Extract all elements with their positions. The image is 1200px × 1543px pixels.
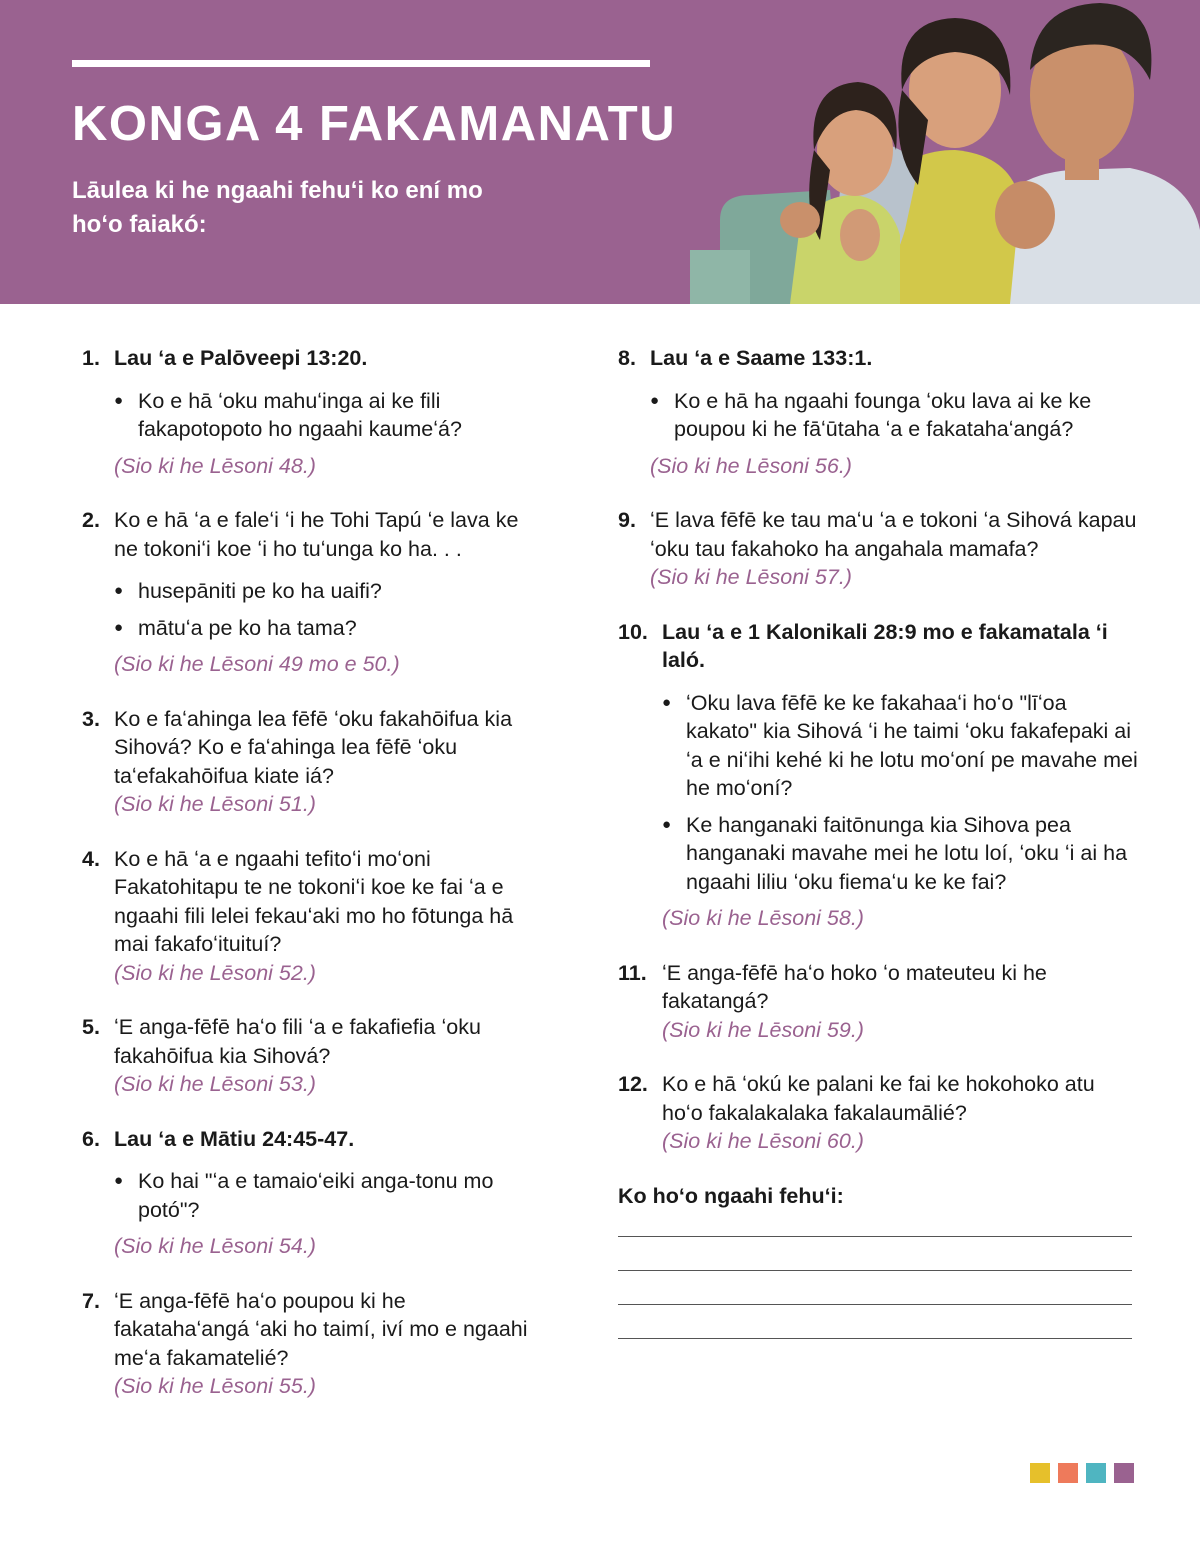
question-number: 6.	[82, 1126, 100, 1151]
question-item	[618, 344, 1138, 480]
notes-label: Ko hoʻo ngaahi fehuʻi:	[618, 1183, 844, 1208]
question-item	[618, 959, 1138, 1045]
swatch-orange	[1058, 1463, 1078, 1483]
lesson-reference: (Sio ki he Lēsoni 48.)	[114, 453, 316, 478]
lesson-reference: (Sio ki he Lēsoni 56.)	[650, 453, 852, 478]
question-item	[618, 618, 1138, 933]
question-text: Lau ʻa e Palōveepi 13:20.	[114, 346, 368, 370]
note-line[interactable]	[618, 1236, 1132, 1237]
bullet-item: ● husepāniti pe ko ha uaifi?	[114, 577, 542, 606]
question-number: 7.	[82, 1288, 100, 1313]
question-number: 5.	[82, 1015, 100, 1039]
bullet-list	[114, 387, 542, 444]
question-text: Ko e hā ʻa e ngaahi tefitoʻi moʻoni Fakatohitapu te ne tokoniʻi koe ke fai ʻa e ngaahi fili lelei fekauʻaki mo ho fōtunga hā mai fakafoʻituituí?	[114, 846, 514, 956]
question-number: 10.	[618, 619, 648, 644]
question-number: 11.	[618, 960, 647, 985]
question-number: 12.	[618, 1072, 648, 1096]
question-number: 4.	[82, 846, 100, 871]
question-text: Ko e faʻahinga lea fēfē ʻoku fakahōifua kia Sihová? Ko e faʻahinga lea fēfē ʻoku taʻefakahōifua kiate iá?	[114, 706, 513, 788]
page-title: KONGA 4 FAKAMANATU	[72, 97, 677, 151]
lesson-reference: (Sio ki he Lēsoni 52.)	[114, 960, 316, 985]
question-text: Lau ʻa e Mātiu 24:45-47.	[114, 1126, 355, 1151]
lesson-reference: (Sio ki he Lēsoni 58.)	[662, 906, 864, 930]
lesson-reference: (Sio ki he Lēsoni 59.)	[662, 1017, 864, 1042]
question-item	[82, 1287, 542, 1401]
bullet-item: ● mātuʻa pe ko ha tama?	[114, 614, 542, 643]
note-line[interactable]	[618, 1304, 1132, 1305]
question-text: Lau ʻa e 1 Kalonikali 28:9 mo e fakamatala ʻi laló.	[662, 619, 1108, 672]
question-text: ʻE anga-fēfē haʻo hoko ʻo mateuteu ki he fakatangá?	[662, 960, 1047, 1013]
swatch-teal	[1086, 1463, 1106, 1483]
bullet-item: ● Ko e hā ha ngaahi founga ʻoku lava ai ke ke poupou ki he fāʻūtaha ʻa e fakatahaʻangá?	[650, 387, 1138, 444]
questions-right-column	[618, 344, 1138, 1339]
questions-left-column	[82, 344, 542, 1427]
swatch-purple	[1114, 1463, 1134, 1483]
bullet-list	[114, 1167, 542, 1224]
question-item	[82, 845, 542, 988]
question-number: 3.	[82, 706, 100, 731]
bullet-list	[650, 387, 1138, 444]
lesson-reference: (Sio ki he Lēsoni 51.)	[114, 792, 316, 816]
question-text: ʻE anga-fēfē haʻo fili ʻa e fakafiefia ʻoku fakahōifua kia Sihová?	[114, 1015, 481, 1068]
color-swatches	[1030, 1463, 1134, 1483]
question-item	[82, 344, 542, 480]
question-item	[82, 1013, 542, 1099]
question-number: 2.	[82, 508, 100, 532]
bullet-item: ● ʻOku lava fēfē ke ke fakahaaʻi hoʻo "līʻoa kakato" kia Sihová ʻi he taimi ʻoku fakafepaki ai ʻa e niʻihi kehé ki he lotu moʻoní pe mavahe mei he moʻoní?	[662, 689, 1138, 803]
question-item	[82, 705, 542, 819]
question-number: 9.	[618, 508, 636, 532]
question-number: 1.	[82, 346, 100, 370]
question-text: ʻE anga-fēfē haʻo poupou ki he fakatahaʻangá ʻaki ho taimí, iví mo e ngaahi meʻa fakamatelié?	[114, 1288, 528, 1370]
lesson-reference: (Sio ki he Lēsoni 53.)	[114, 1072, 316, 1096]
question-item	[618, 506, 1138, 592]
note-line[interactable]	[618, 1338, 1132, 1339]
question-text: ʻE lava fēfē ke tau maʻu ʻa e tokoni ʻa Sihová kapau ʻoku tau fakahoko ha angahala mamafa?	[650, 508, 1137, 561]
lesson-reference: (Sio ki he Lēsoni 57.)	[650, 565, 852, 589]
question-item	[82, 506, 542, 679]
lesson-reference: (Sio ki he Lēsoni 55.)	[114, 1374, 316, 1398]
bullet-item: ● Ko hai "ʻa e tamaioʻeiki anga-tonu mo potó"?	[114, 1167, 542, 1224]
question-text: Ko e hā ʻokú ke palani ke fai ke hokohoko atu hoʻo fakalakalaka fakalaumālié?	[662, 1072, 1095, 1125]
lesson-reference: (Sio ki he Lēsoni 54.)	[114, 1234, 316, 1258]
note-line[interactable]	[618, 1270, 1132, 1271]
lesson-reference: (Sio ki he Lēsoni 49 mo e 50.)	[114, 652, 400, 676]
question-item	[618, 1070, 1138, 1156]
question-text: Lau ʻa e Saame 133:1.	[650, 346, 873, 370]
bullet-list	[662, 689, 1138, 897]
family-praying-illustration	[690, 0, 1200, 304]
lesson-reference: (Sio ki he Lēsoni 60.)	[662, 1129, 864, 1153]
father-figure	[990, 3, 1200, 304]
header-rule	[72, 60, 650, 67]
bullet-list	[114, 577, 542, 642]
header-banner	[0, 0, 1200, 304]
page-subtitle: Lāulea ki he ngaahi fehuʻi ko ení mo hoʻo faiakó:	[72, 177, 483, 238]
question-text: Ko e hā ʻa e faleʻi ʻi he Tohi Tapú ʻe lava ke ne tokoniʻi koe ʻi ho tuʻunga ko ha. . .	[114, 508, 519, 561]
swatch-yellow	[1030, 1463, 1050, 1483]
question-number: 8.	[618, 346, 636, 370]
question-item	[82, 1125, 542, 1261]
bullet-item: ● Ke hanganaki faitōnunga kia Sihova pea hanganaki mavahe mei he lotu loí, ʻoku ʻi ai ha ngaahi liliu ʻoku fiemaʻu ke ke fai?	[662, 811, 1138, 897]
bullet-item: ● Ko e hā ʻoku mahuʻinga ai ke fili fakapotopoto ho ngaahi kaumeʻá?	[114, 387, 542, 444]
